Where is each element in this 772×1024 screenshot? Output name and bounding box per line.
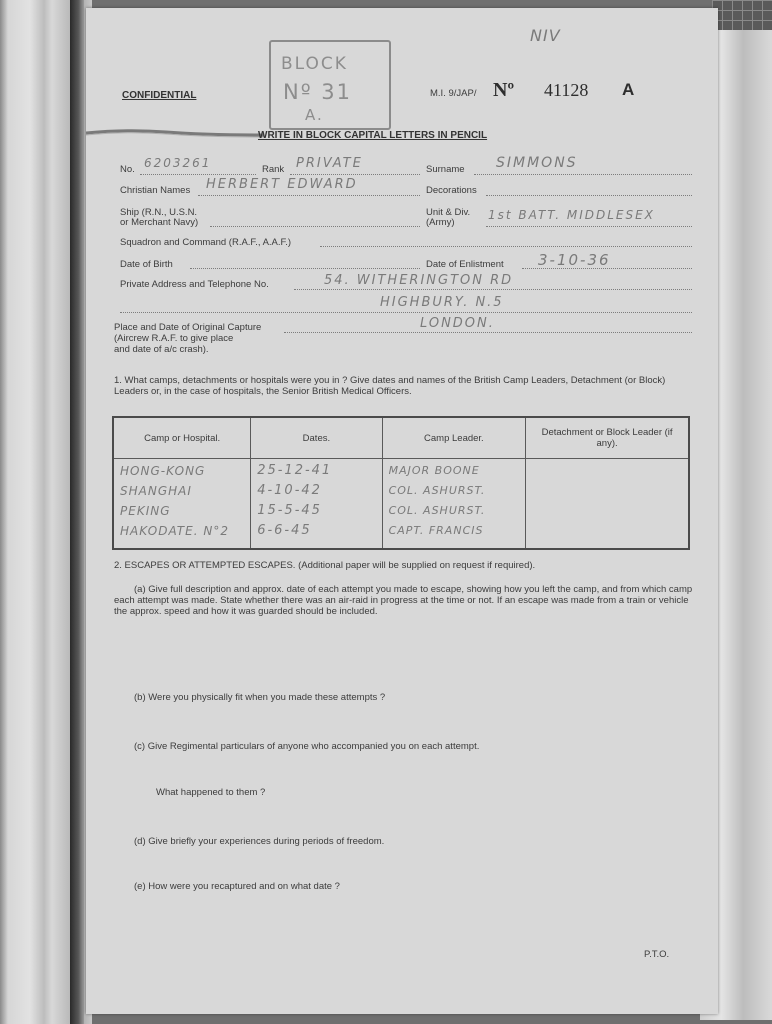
- unit-label-1: Unit & Div.: [426, 207, 471, 218]
- enlistment-label: Date of Enlistment: [426, 259, 504, 270]
- table-cell: 15-5-45: [257, 503, 322, 518]
- stamp-line3: A.: [305, 106, 324, 124]
- table-cell: [532, 461, 682, 481]
- question-2a: (a) Give full description and approx. date of each attempt you made to escape, showing how you left the camp, and from which camp each attempt was made. State whether there was an air-raid in progress at the time or not. If an escape was made from a train or vehicle the approx. speed and how it was guarded should be included.: [114, 584, 693, 617]
- address-line-2: HIGHBURY. N.5: [380, 295, 504, 310]
- stamp-line2: Nº 31: [283, 80, 353, 104]
- table-cell: CAPT. FRANCIS: [388, 524, 484, 537]
- enlistment-value: 3-10-36: [538, 251, 611, 269]
- binder-edge: [70, 0, 84, 1024]
- ship-label-2: or Merchant Navy): [120, 217, 199, 228]
- rank-value: PRIVATE: [296, 156, 363, 171]
- instruction-heading: WRITE IN BLOCK CAPITAL LETTERS IN PENCIL: [258, 130, 488, 141]
- column-header-camp-leader: Camp Leader.: [382, 417, 526, 459]
- address-line-3: LONDON.: [420, 316, 495, 331]
- table-cell: 25-12-41: [257, 463, 333, 478]
- cutting-mat: [712, 0, 772, 30]
- question-2e: (e) How were you recaptured and on what date ?: [134, 881, 340, 892]
- column-header-dates: Dates.: [251, 417, 382, 459]
- table-cell: 6-6-45: [257, 523, 312, 538]
- table-cell: MAJOR BOONE: [388, 464, 480, 477]
- column-header-camp: Camp or Hospital.: [113, 417, 251, 459]
- christian-names-value: HERBERT EDWARD: [206, 177, 358, 192]
- question-2c: (c) Give Regimental particulars of anyone who accompanied you on each attempt.: [134, 741, 480, 752]
- surname-value: SIMMONS: [496, 155, 578, 171]
- detachment-leader-column: [526, 459, 689, 550]
- capture-label-1: Place and Date of Original Capture: [114, 322, 262, 333]
- squadron-label: Squadron and Command (R.A.F., A.A.F.): [120, 237, 292, 248]
- table-cell: SHANGHAI: [120, 484, 192, 498]
- question-2-title: 2. ESCAPES OR ATTEMPTED ESCAPES. (Additional paper will be supplied on request if required).: [114, 560, 536, 571]
- surname-label: Surname: [426, 164, 465, 175]
- block-stamp: [269, 40, 391, 130]
- camps-table: [112, 416, 690, 550]
- question-2d: (d) Give briefly your experiences during periods of freedom.: [134, 836, 385, 847]
- capture-label-2: (Aircrew R.A.F. to give place: [114, 333, 234, 344]
- decorations-label: Decorations: [426, 185, 477, 196]
- service-number: 6203261: [144, 156, 212, 170]
- address-line-1: 54. WITHERINGTON RD: [324, 273, 514, 288]
- ref-prefix: M.I. 9/JAP/: [430, 88, 477, 99]
- form-page: [86, 8, 718, 1014]
- stamp-line1: BLOCK: [281, 54, 348, 74]
- form-suffix: A: [622, 80, 635, 99]
- camp-column: [113, 459, 251, 550]
- table-cell: HONG-KONG: [120, 464, 206, 478]
- table-cell: HAKODATE. N°2: [120, 524, 229, 538]
- question-2c-followup: What happened to them ?: [156, 787, 266, 798]
- form-number: 41128: [544, 80, 589, 100]
- address-label: Private Address and Telephone No.: [120, 279, 269, 290]
- camp-leader-column: [382, 459, 526, 550]
- dates-column: [251, 459, 382, 550]
- ship-label-1: Ship (R.N., U.S.N.: [120, 207, 198, 218]
- table-cell: 4-10-42: [257, 483, 322, 498]
- binding-string-icon: [86, 126, 264, 142]
- unit-value: 1st BATT. MIDDLESEX: [488, 208, 655, 222]
- table-cell: PEKING: [120, 504, 171, 518]
- table-cell: COL. ASHURST.: [388, 504, 486, 517]
- confidential-label: CONFIDENTIAL: [122, 90, 197, 101]
- pto-label: P.T.O.: [644, 949, 670, 960]
- no-symbol: Nº: [493, 79, 515, 101]
- table-cell: COL. ASHURST.: [388, 484, 486, 497]
- christian-names-label: Christian Names: [120, 185, 191, 196]
- dob-label: Date of Birth: [120, 259, 173, 270]
- unit-label-2: (Army): [426, 217, 455, 228]
- corner-mark: NIV: [530, 26, 561, 45]
- rank-label: Rank: [262, 164, 285, 175]
- no-label: No.: [120, 164, 135, 175]
- capture-label-3: and date of a/c crash).: [114, 344, 209, 355]
- question-1-text: 1. What camps, detachments or hospitals were you in ? Give dates and names of the British Camp Leaders, Detachment (or Block) Leaders or, in the case of hospitals, the Senior British Medical Officers.: [114, 375, 666, 397]
- column-header-detachment-leader: Detachment or Block Leader (if any).: [526, 417, 689, 459]
- question-2b: (b) Were you physically fit when you made these attempts ?: [134, 692, 386, 703]
